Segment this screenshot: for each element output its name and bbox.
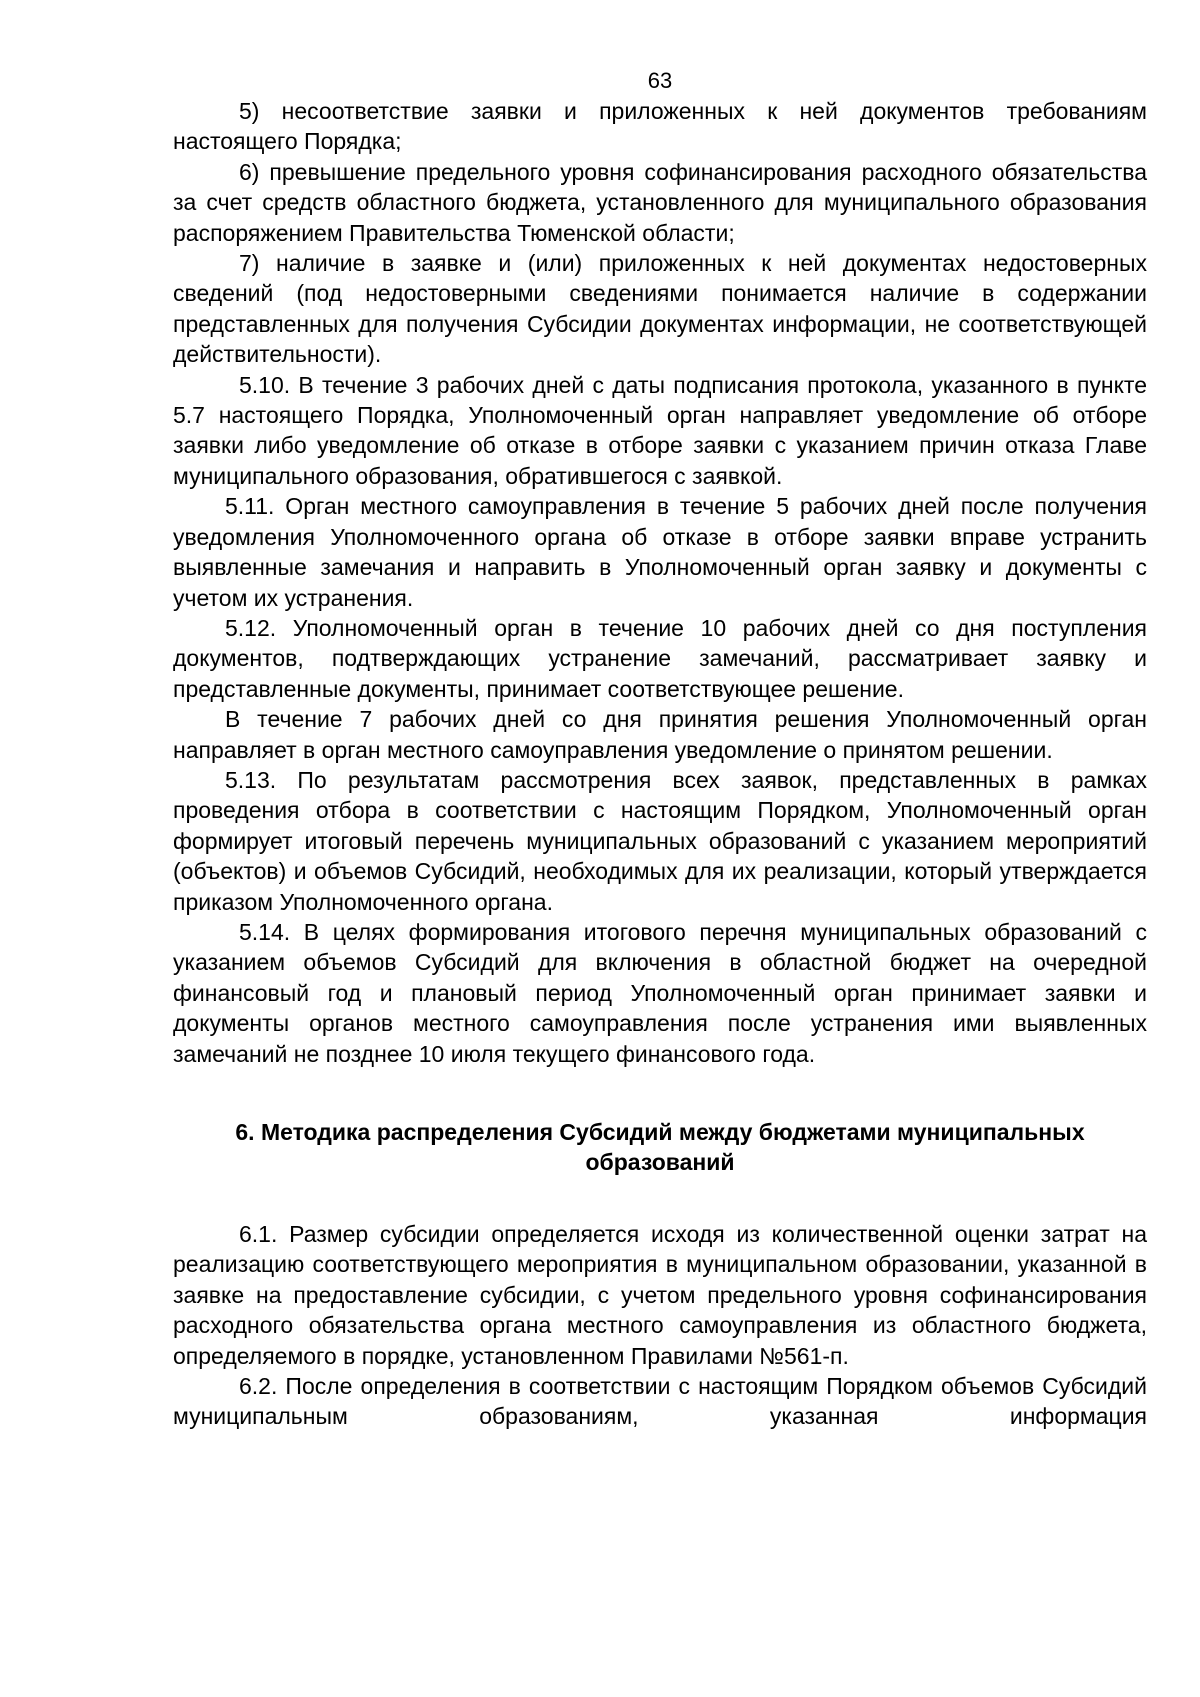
paragraph-5-12: 5.12. Уполномоченный орган в течение 10 рабочих дней со дня поступления документов, подтверждающих устранение замечаний, рассматривает заявку и представленные документы, принимает соответствующее решение. xyxy=(173,614,1147,702)
paragraph-5-10: 5.10. В течение 3 рабочих дней с даты подписания протокола, указанного в пункте 5.7 настоящего Порядка, Уполномоченный орган направляет уведомление об отборе заявки либо уведомление об отказе в отборе заявки с указанием причин отказа Главе муниципального образования, обратившегося с заявкой. xyxy=(173,371,1147,489)
paragraph-5-13: 5.13. По результатам рассмотрения всех заявок, представленных в рамках проведения отбора в соответствии с настоящим Порядком, Уполномоченный орган формирует итоговый перечень муниципальных образований с указанием мероприятий (объектов) и объемов Субсидий, необходимых для их реализации, который утверждается приказом Уполномоченного органа. xyxy=(173,766,1147,915)
paragraph-item-7: 7) наличие в заявке и (или) приложенных к ней документах недостоверных сведений (под недостоверными сведениями понимается наличие в содержании представленных для получения Субсидии документах информации, не соответствующей действительности). xyxy=(173,250,1147,368)
paragraph-5-12-notice: В течение 7 рабочих дней со дня принятия решения Уполномоченный орган направляет в орган местного самоуправления уведомление о принятом решении. xyxy=(173,706,1147,763)
paragraph-6-2: 6.2. После определения в соответствии с настоящим Порядком объемов Субсидий муниципальным образованиям, указанная информация xyxy=(173,1373,1147,1430)
section-heading: 6. Методика распределения Субсидий между бюджетами муниципальных образований xyxy=(235,1119,1085,1175)
page-number: 63 xyxy=(647,68,673,93)
paragraph-6-1: 6.1. Размер субсидии определяется исходя из количественной оценки затрат на реализацию соответствующего мероприятия в муниципальном образовании, указанной в заявке на предоставление субсидии, с учетом предельного уровня софинансирования расходного обязательства органа местного самоуправления из областного бюджета, определяемого в порядке, установленном Правилами №561-п. xyxy=(173,1221,1147,1369)
paragraph-5-14: 5.14. В целях формирования итогового перечня муниципальных образований с указанием объемов Субсидий для включения в областной бюджет на очередной финансовый год и плановый период Уполномоченный орган принимает заявки и документы органов местного самоуправления после устранения ими выявленных замечаний не позднее 10 июля текущего финансового года. xyxy=(173,918,1147,1067)
document-page xyxy=(173,68,1147,1432)
paragraph-item-5: 5) несоответствие заявки и приложенных к ней документов требованиям настоящего Порядка; xyxy=(173,98,1147,155)
paragraph-5-11: 5.11. Орган местного самоуправления в течение 5 рабочих дней после получения уведомления Уполномоченного органа об отказе в отборе заявки вправе устранить выявленные замечания и направить в Уполномоченный орган заявку и документы с учетом их устранения. xyxy=(173,493,1147,611)
paragraph-item-6: 6) превышение предельного уровня софинансирования расходного обязательства за счет средств областного бюджета, установленного для муниципального образования распоряжением Правительства Тюменской области; xyxy=(173,158,1147,246)
